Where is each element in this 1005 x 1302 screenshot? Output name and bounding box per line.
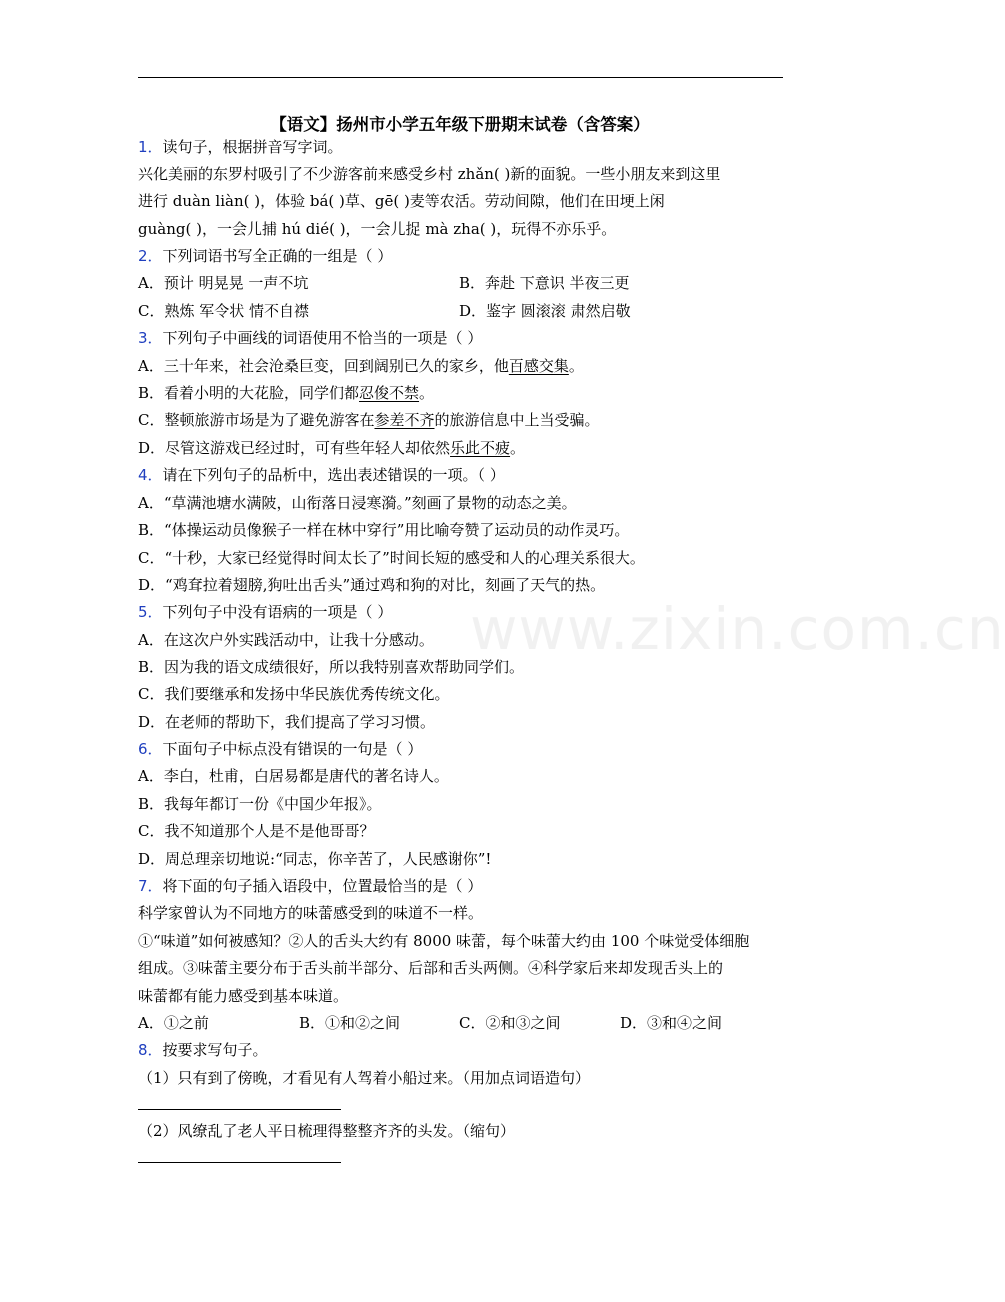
- q3-c-underlined: 参差不齐: [374, 411, 435, 429]
- q3-b-text: B．看着小明的大花脸，同学们都: [138, 384, 360, 402]
- q4-stem: [138, 465, 505, 485]
- q8-answer-line-2[interactable]: [138, 1162, 341, 1163]
- q2-stem-text: 下列词语书写全正确的一组是（ ）: [162, 247, 393, 265]
- q6-option-c: C．我不知道那个人是不是他哥哥？: [138, 822, 375, 840]
- q2-option-b: B．奔赴 下意识 半夜三更: [459, 274, 630, 292]
- q6-number: 6．: [138, 740, 163, 758]
- q5-option-a: A．在这次户外实践活动中，让我十分感动。: [138, 631, 434, 649]
- q7-option-a: A．①之前: [138, 1014, 209, 1032]
- q7-passage-line-1: ①“味道”如何被感知？②人的舌头大约有 8000 味蕾，每个味蕾大约由 100 个味觉受体细胞: [138, 932, 750, 950]
- q2-option-a: A．预计 明晃晃 一声不坑: [138, 274, 309, 292]
- q4-number: 4．: [138, 466, 163, 484]
- q2-option-c: C．熟炼 军令状 情不自襟: [138, 302, 310, 320]
- q3-option-b: [138, 383, 434, 403]
- q7-passage-line-2: 组成。③味蕾主要分布于舌头前半部分、后部和舌头两侧。④科学家后来却发现舌头上的: [138, 959, 724, 977]
- q3-option-d: [138, 438, 525, 458]
- q1-line-1: 兴化美丽的东罗村吸引了不少游客前来感受乡村 zhǎn( )新的面貌。一些小朋友来到这里: [138, 165, 721, 183]
- q5-number: 5．: [138, 603, 163, 621]
- q2-number: 2．: [138, 247, 163, 265]
- q1-number: 1．: [138, 138, 163, 156]
- q3-option-a: [138, 356, 584, 376]
- q2-stem: [138, 246, 392, 266]
- q4-option-c: C．“十秒，大家已经觉得时间太长了”时间长短的感受和人的心理关系很大。: [138, 549, 645, 567]
- q7-option-b: B．①和②之间: [299, 1014, 401, 1032]
- q4-option-a: A．“草满池塘水满陂，山衔落日浸寒漪。”刻画了景物的动态之美。: [138, 494, 577, 512]
- q3-a-end: 。: [568, 357, 584, 375]
- q3-option-c: [138, 410, 600, 430]
- q6-option-d: D．周总理亲切地说:“同志，你辛苦了，人民感谢你”!: [138, 850, 492, 868]
- q7-passage-line-3: 味蕾都有能力感受到基本味道。: [138, 987, 349, 1005]
- q5-stem: [138, 602, 392, 622]
- q8-number: 8．: [138, 1041, 163, 1059]
- q1-stem: [138, 137, 343, 157]
- q2-option-d: D．鉴字 圆滚滚 肃然启敬: [459, 302, 631, 320]
- q7-stem: [138, 876, 482, 896]
- q1-line-3: guàng( )，一会儿捕 hú dié( )，一会儿捉 mà zha( )，玩得不亦乐乎。: [138, 220, 617, 238]
- q3-d-end: 。: [510, 439, 526, 457]
- q4-stem-text: 请在下列句子的品析中，选出表述错误的一项。（ ）: [162, 466, 505, 484]
- q3-c-text: C．整顿旅游市场是为了避免游客在: [138, 411, 375, 429]
- q5-option-b: B．因为我的语文成绩很好，所以我特别喜欢帮助同学们。: [138, 658, 525, 676]
- q3-stem-text: 下列句子中画线的词语使用不恰当的一项是（ ）: [162, 329, 483, 347]
- q3-c-end: 的旅游信息中上当受骗。: [434, 411, 600, 429]
- q1-stem-text: 读句子，根据拼音写字词。: [162, 138, 343, 156]
- q3-a-underlined: 百感交集: [508, 357, 569, 375]
- q7-stem-text: 将下面的句子插入语段中，位置最恰当的是（ ）: [162, 877, 483, 895]
- watermark: www.zixin.com.cn: [470, 595, 1005, 663]
- q5-option-d: D．在老师的帮助下，我们提高了学习习惯。: [138, 713, 436, 731]
- q3-b-underlined: 忍俊不禁: [359, 384, 420, 402]
- q4-option-b: B．“体操运动员像猴子一样在林中穿行”用比喻夸赞了运动员的动作灵巧。: [138, 521, 630, 539]
- q3-b-end: 。: [419, 384, 435, 402]
- q3-d-underlined: 乐此不疲: [450, 439, 511, 457]
- q7-option-d: D．③和④之间: [620, 1014, 723, 1032]
- q6-option-b: B．我每年都订一份《中国少年报》。: [138, 795, 382, 813]
- q8-stem: [138, 1040, 268, 1060]
- q6-stem: [138, 739, 422, 759]
- q7-option-c: C．②和③之间: [459, 1014, 561, 1032]
- q7-sentence: 科学家曾认为不同地方的味蕾感受到的味道不一样。: [138, 904, 484, 922]
- q4-option-d: D．“鸡耷拉着翅膀,狗吐出舌头”通过鸡和狗的对比，刻画了天气的热。: [138, 576, 606, 594]
- page-title: 【语文】扬州市小学五年级下册期末试卷（含答案）: [270, 115, 650, 134]
- q3-stem: [138, 328, 482, 348]
- q8-answer-line-1[interactable]: [138, 1109, 341, 1110]
- q6-stem-text: 下面句子中标点没有错误的一句是（ ）: [162, 740, 423, 758]
- q5-stem-text: 下列句子中没有语病的一项是（ ）: [162, 603, 393, 621]
- q3-a-text: A．三十年来，社会沧桑巨变，回到阔别已久的家乡，他: [138, 357, 509, 375]
- q5-option-c: C．我们要继承和发扬中华民族优秀传统文化。: [138, 685, 450, 703]
- q3-number: 3．: [138, 329, 163, 347]
- q7-number: 7．: [138, 877, 163, 895]
- q6-option-a: A．李白，杜甫，白居易都是唐代的著名诗人。: [138, 767, 449, 785]
- q1-line-2: 进行 duàn liàn( )，体验 bá( )草、gē( )麦等农活。劳动间隙，他们在田埂上闲: [138, 192, 665, 210]
- q3-d-text: D．尽管这游戏已经过时，可有些年轻人却依然: [138, 439, 451, 457]
- q8-sub-2: （2）风缭乱了老人平日梳理得整整齐齐的头发。（缩句）: [138, 1122, 516, 1140]
- q8-sub-1: （1）只有到了傍晚，才看见有人驾着小船过来。（用加点词语造句）: [138, 1069, 591, 1087]
- q8-stem-text: 按要求写句子。: [162, 1041, 268, 1059]
- header-rule: [138, 77, 783, 78]
